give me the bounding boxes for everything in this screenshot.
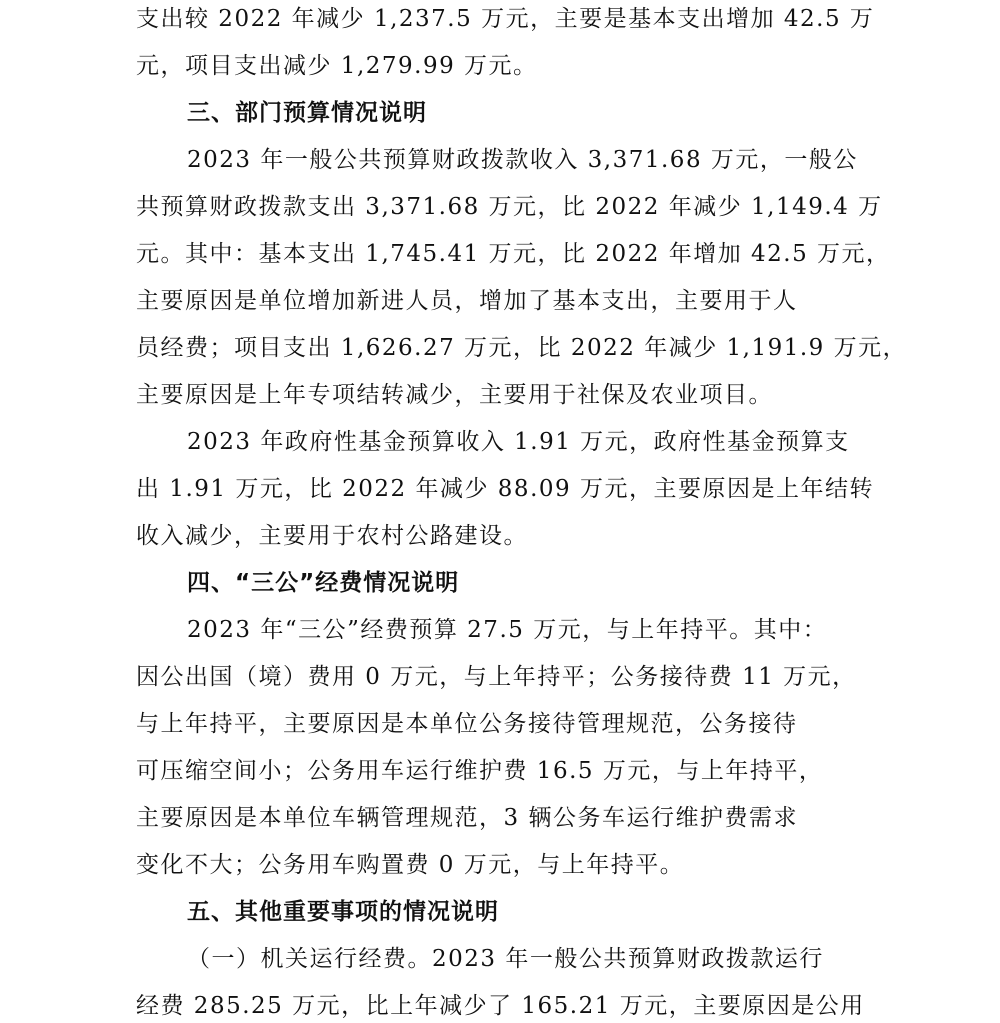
paragraph-line: 员经费；项目支出 1,626.27 万元，比 2022 年减少 1,191.9 万元， (136, 335, 908, 361)
paragraph-line: 收入减少，主要用于农村公路建设。 (136, 523, 528, 549)
paragraph-line: 出 1.91 万元，比 2022 年减少 88.09 万元，主要原因是上年结转 (136, 476, 874, 502)
paragraph-line: 主要原因是本单位车辆管理规范，3 辆公务车运行维护费需求 (136, 805, 798, 831)
paragraph-line: 元，项目支出减少 1,279.99 万元。 (136, 53, 538, 79)
paragraph-line: 共预算财政拨款支出 3,371.68 万元，比 2022 年减少 1,149.4 万 (136, 194, 883, 220)
section-heading: 三、部门预算情况说明 (187, 100, 427, 126)
paragraph-line: 2023 年政府性基金预算收入 1.91 万元，政府性基金预算支 (187, 429, 850, 455)
paragraph-line: 可压缩空间小；公务用车运行维护费 16.5 万元，与上年持平， (136, 758, 824, 784)
paragraph-line: 支出较 2022 年减少 1,237.5 万元，主要是基本支出增加 42.5 万 (136, 6, 875, 32)
paragraph-line: 与上年持平，主要原因是本单位公务接待管理规范，公务接待 (136, 711, 798, 737)
paragraph-line: 2023 年一般公共预算财政拨款收入 3,371.68 万元，一般公 (187, 147, 858, 173)
section-heading: 四、“三公”经费情况说明 (187, 570, 460, 596)
paragraph-line: 元。其中：基本支出 1,745.41 万元，比 2022 年增加 42.5 万元， (136, 241, 891, 267)
paragraph-line: 主要原因是单位增加新进人员，增加了基本支出，主要用于人 (136, 288, 798, 314)
paragraph-line: 经费 285.25 万元，比上年减少了 165.21 万元，主要原因是公用 (136, 993, 865, 1019)
paragraph-line: 主要原因是上年专项结转减少，主要用于社保及农业项目。 (136, 382, 773, 408)
paragraph-line: 2023 年“三公”经费预算 27.5 万元，与上年持平。其中： (187, 617, 828, 643)
section-heading: 五、其他重要事项的情况说明 (187, 899, 499, 925)
paragraph-line: 变化不大；公务用车购置费 0 万元，与上年持平。 (136, 852, 685, 878)
paragraph-line: 因公出国（境）费用 0 万元，与上年持平；公务接待费 11 万元， (136, 664, 857, 690)
paragraph-line: （一）机关运行经费。2023 年一般公共预算财政拨款运行 (187, 946, 824, 972)
